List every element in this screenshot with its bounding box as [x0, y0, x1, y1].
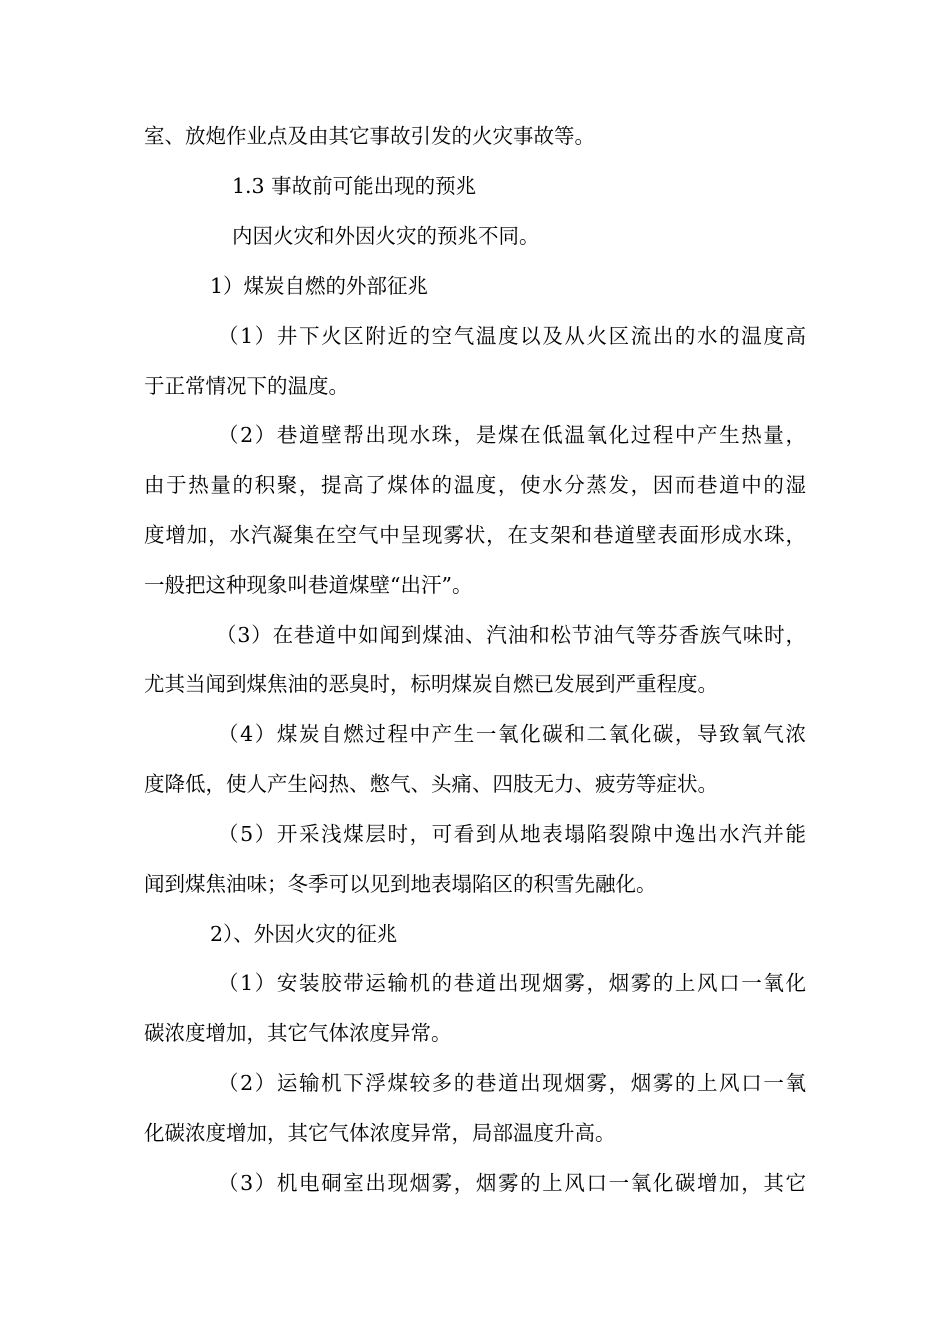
paragraph-ext-item-2-line-1: （2）运输机下浮煤较多的巷道出现烟雾，烟雾的上风口一氧 [218, 1071, 806, 1095]
paragraph-item-2-line-3: 度增加，水汽凝集在空气中呈现雾状，在支架和巷道壁表面形成水珠， [144, 523, 806, 547]
subheading-internal-fire-signs: 1）煤炭自燃的外部征兆 [210, 274, 429, 298]
paragraph-ext-item-1-line-2: 碳浓度增加，其它气体浓度异常。 [144, 1021, 452, 1045]
paragraph-item-5-line-2: 闻到煤焦油味；冬季可以见到地表塌陷区的积雪先融化。 [144, 872, 657, 896]
paragraph-item-1-line-1: （1）井下火区附近的空气温度以及从火区流出的水的温度高 [218, 324, 806, 348]
paragraph-item-1-line-2: 于正常情况下的温度。 [144, 374, 349, 398]
paragraph-item-4-line-2: 度降低，使人产生闷热、憋气、头痛、四肢无力、疲劳等症状。 [144, 772, 718, 796]
paragraph-item-3-line-2: 尤其当闻到煤焦油的恶臭时，标明煤炭自燃已发展到严重程度。 [144, 672, 718, 696]
paragraph-item-2-line-4: 一般把这种现象叫巷道煤壁“出汗”。 [144, 573, 473, 597]
paragraph-item-3-line-1: （3）在巷道中如闻到煤油、汽油和松节油气等芬香族气味时， [216, 623, 806, 647]
subheading-external-fire-signs: 2）、外因火灾的征兆 [210, 922, 398, 946]
paragraph-item-4-line-1: （4）煤炭自燃过程中产生一氧化碳和二氧化碳，导致氧气浓 [218, 722, 806, 746]
intro-paragraph: 内因火灾和外因火灾的预兆不同。 [232, 224, 540, 248]
section-heading: 1.3 事故前可能出现的预兆 [232, 174, 477, 198]
paragraph-item-2-line-2: 由于热量的积聚，提高了煤体的温度，使水分蒸发，因而巷道中的湿 [144, 473, 806, 497]
text-line-continuation: 室、放炮作业点及由其它事故引发的火灾事故等。 [144, 124, 595, 148]
paragraph-ext-item-3-line-1: （3）机电硐室出现烟雾，烟雾的上风口一氧化碳增加，其它 [218, 1171, 806, 1195]
paragraph-ext-item-1-line-1: （1）安装胶带运输机的巷道出现烟雾，烟雾的上风口一氧化 [218, 971, 806, 995]
paragraph-item-2-line-1: （2）巷道壁帮出现水珠，是煤在低温氧化过程中产生热量， [218, 423, 806, 447]
paragraph-ext-item-2-line-2: 化碳浓度增加，其它气体浓度异常，局部温度升高。 [144, 1121, 616, 1145]
paragraph-item-5-line-1: （5）开采浅煤层时，可看到从地表塌陷裂隙中逸出水汽并能 [218, 822, 806, 846]
